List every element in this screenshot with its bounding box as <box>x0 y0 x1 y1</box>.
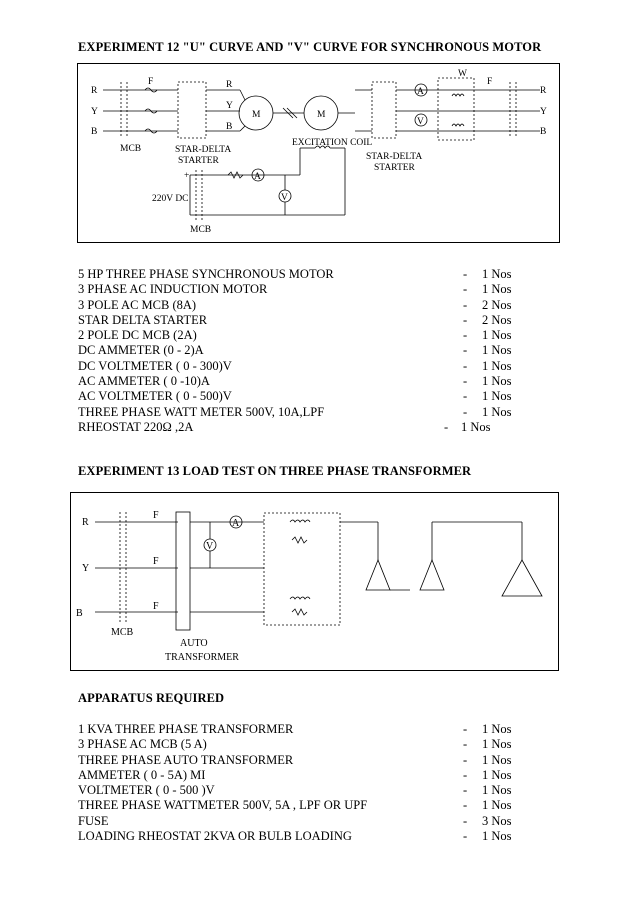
list-item: THREE PHASE WATT METER 500V, 10A,LPF - 1 Nos <box>78 404 512 419</box>
label-right-b: B <box>540 127 547 137</box>
experiment-12-apparatus-list <box>78 267 518 435</box>
list-item: AC AMMETER ( 0 -10)A - 1 Nos <box>78 374 512 389</box>
list-item: RHEOSTAT 220Ω ,2A - 1 Nos <box>78 419 491 434</box>
label-13-voltmeter: V <box>206 541 214 552</box>
label-13-transformer: TRANSFORMER <box>165 652 239 663</box>
label-line-b: B <box>91 127 98 137</box>
list-item: LOADING RHEOSTAT 2KVA OR BULB LOADING - 1 Nos <box>78 829 512 844</box>
list-item: 1 KVA THREE PHASE TRANSFORMER - 1 Nos <box>78 722 512 736</box>
label-line-y: Y <box>91 107 98 117</box>
label-13-fuse-3: F <box>153 601 159 612</box>
apparatus-required-heading: APPARATUS REQUIRED <box>78 691 225 705</box>
list-item: FUSE - 3 Nos <box>78 813 512 828</box>
list-item: 2 POLE DC MCB (2A) - 1 Nos <box>78 328 512 343</box>
label-motor-m2: M <box>317 110 326 120</box>
list-item: DC VOLTMETER ( 0 - 300)V - 1 Nos <box>78 358 512 373</box>
list-item: DC AMMETER (0 - 2)A - 1 Nos <box>78 343 512 358</box>
label-ammeter-ac: A <box>417 87 424 97</box>
list-item: 3 PHASE AC INDUCTION MOTOR - 1 Nos <box>78 282 512 297</box>
list-item: 5 HP THREE PHASE SYNCHRONOUS MOTOR - 1 Nos <box>78 267 512 281</box>
label-voltmeter-ac: V <box>417 117 424 127</box>
label-13-line-b: B <box>76 608 83 619</box>
experiment-13-apparatus-list <box>78 722 518 844</box>
label-star-delta-left-1: STAR-DELTA <box>175 145 232 155</box>
label-13-fuse-1: F <box>153 510 159 521</box>
list-item: 3 POLE AC MCB (8A) - 2 Nos <box>78 297 512 312</box>
list-item: AMMETER ( 0 - 5A) MI - 1 Nos <box>78 767 512 782</box>
label-fuse-left: F <box>148 77 154 87</box>
label-plus: + <box>184 171 190 181</box>
label-dc-supply: 220V DC <box>152 194 189 204</box>
list-item: 3 PHASE AC MCB (5 A) - 1 Nos <box>78 737 512 752</box>
label-ammeter-dc: A <box>254 172 261 182</box>
label-motor-r: R <box>226 80 233 90</box>
label-star-delta-right-1: STAR-DELTA <box>366 152 423 162</box>
label-excitation-coil: EXCITATION COIL <box>292 138 373 148</box>
label-motor-y: Y <box>226 101 233 111</box>
experiment-13-heading: EXPERIMENT 13 LOAD TEST ON THREE PHASE TRANSFORMER <box>78 464 472 478</box>
label-star-delta-right-2: STARTER <box>374 163 415 173</box>
label-dc-mcb: MCB <box>190 225 212 235</box>
label-13-ammeter: A <box>232 518 240 529</box>
experiment-13-diagram-frame <box>70 492 559 671</box>
label-wattmeter: W <box>458 69 467 79</box>
list-item: STAR DELTA STARTER - 2 Nos <box>78 312 512 327</box>
label-voltmeter-dc: V <box>281 193 288 203</box>
label-13-auto: AUTO <box>180 638 208 649</box>
label-13-mcb: MCB <box>111 627 134 638</box>
list-item: THREE PHASE AUTO TRANSFORMER - 1 Nos <box>78 752 512 767</box>
label-mcb-left: MCB <box>120 144 142 154</box>
label-motor-b: B <box>226 122 233 132</box>
label-right-r: R <box>540 86 547 96</box>
label-13-line-r: R <box>82 517 89 528</box>
label-fuse-right: F <box>487 77 493 87</box>
list-item: AC VOLTMETER ( 0 - 500)V - 1 Nos <box>78 389 512 404</box>
label-star-delta-left-2: STARTER <box>178 156 219 166</box>
label-right-y: Y <box>540 107 547 117</box>
label-line-r: R <box>91 86 98 96</box>
label-13-line-y: Y <box>82 563 90 574</box>
list-item: THREE PHASE WATTMETER 500V, 5A , LPF OR UPF - 1 Nos <box>78 798 512 813</box>
experiment-12-labels <box>91 69 547 235</box>
label-13-fuse-2: F <box>153 556 159 567</box>
list-item: VOLTMETER ( 0 - 500 )V - 1 Nos <box>78 783 512 798</box>
label-motor-m1: M <box>252 110 261 120</box>
experiment-12-heading: EXPERIMENT 12 "U" CURVE AND "V" CURVE FOR SYNCHRONOUS MOTOR <box>78 40 542 54</box>
